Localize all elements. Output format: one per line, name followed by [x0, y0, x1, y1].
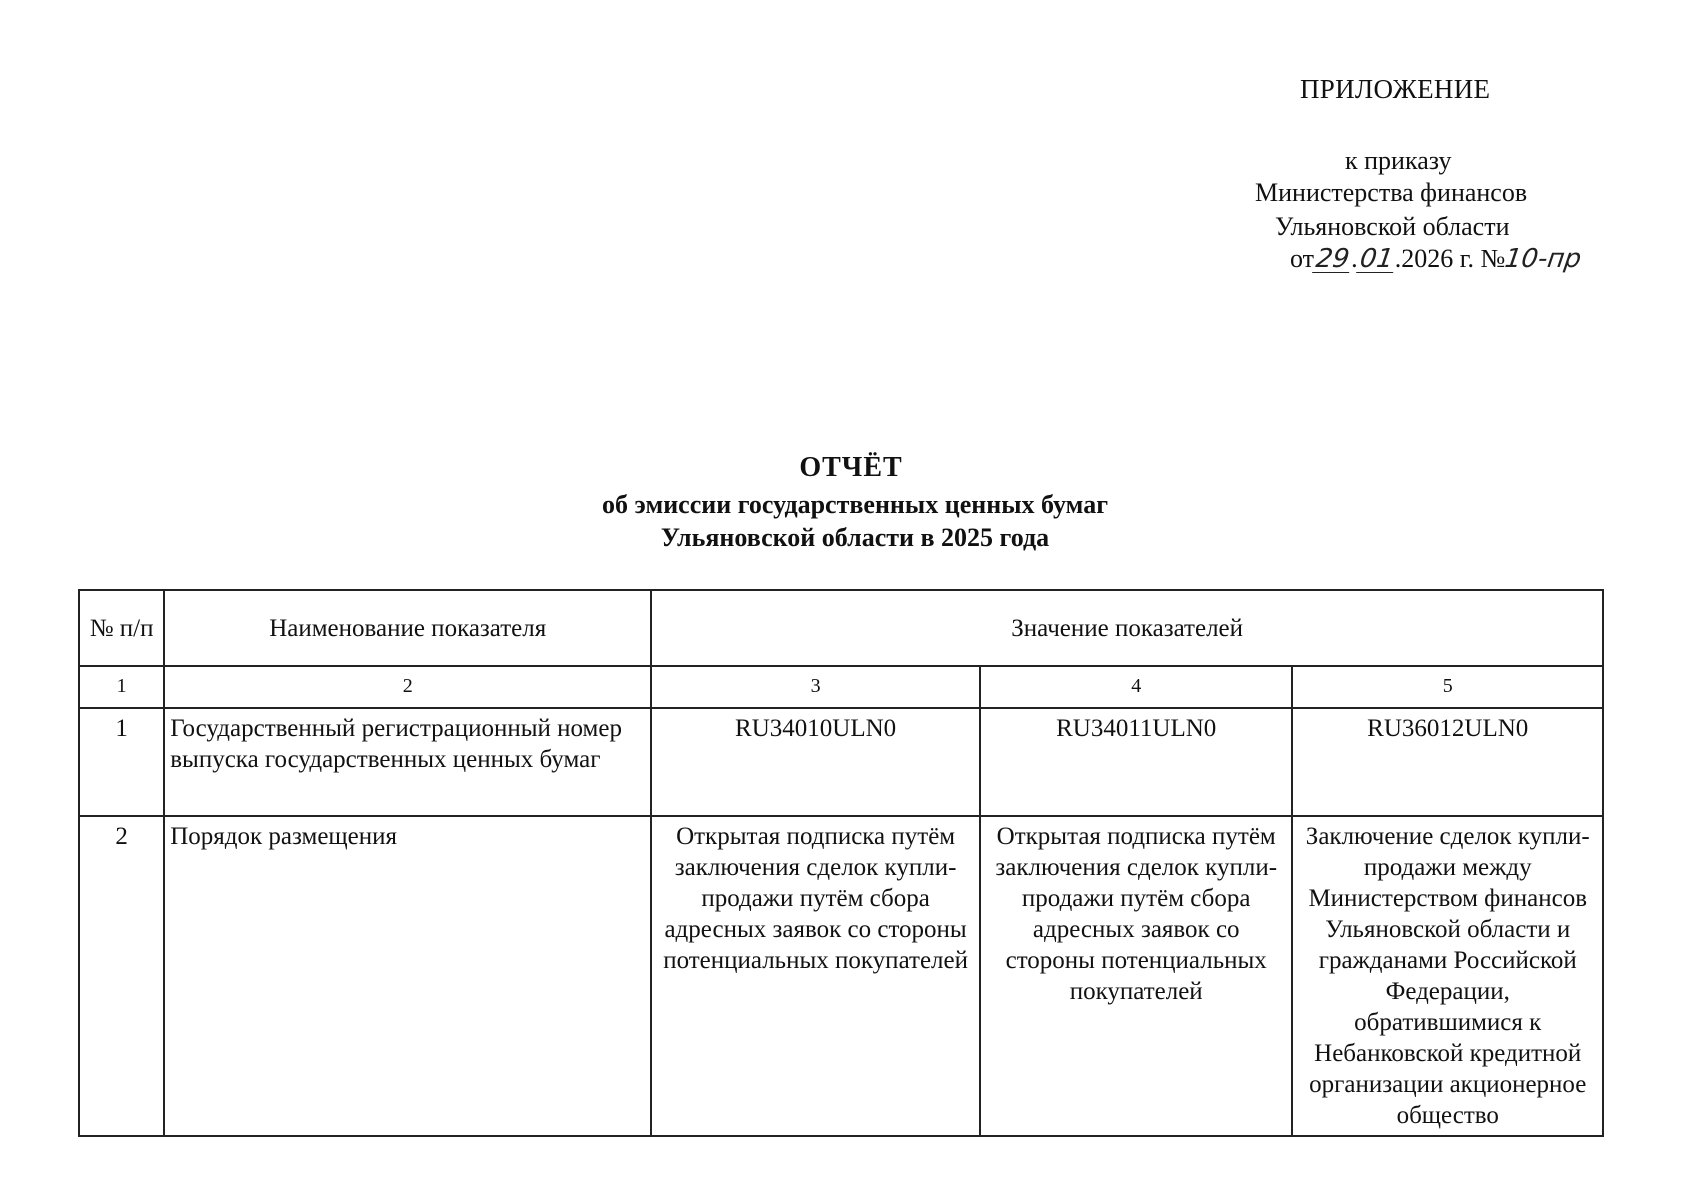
- indicator-value: RU34011ULN0: [980, 708, 1293, 816]
- region-name: Ульяновской области: [1275, 212, 1510, 241]
- indicator-value: Заключение сделок купли-продажи между Министерством финансов Ульяновской области и гражданами Российской Федерации, обратившимися к Небанковской кредитной организации акционерное общество: [1292, 816, 1603, 1136]
- handwritten-day: 29: [1313, 244, 1352, 274]
- column-index: 3: [651, 666, 980, 708]
- handwritten-month: 01: [1357, 244, 1395, 274]
- indicator-value: RU34010ULN0: [651, 708, 980, 816]
- row-number: 1: [79, 708, 164, 816]
- column-index: 5: [1292, 666, 1603, 708]
- order-date-line: [1290, 244, 1584, 274]
- date-separator: .: [1351, 244, 1358, 273]
- column-index: 2: [164, 666, 651, 708]
- table-row: [79, 816, 1603, 1136]
- appendix-heading: ПРИЛОЖЕНИЕ: [1300, 74, 1491, 104]
- header-num: № п/п: [79, 590, 164, 666]
- order-reference: к приказу: [1345, 146, 1452, 175]
- report-subtitle-line2: Ульяновской области в 2025 года: [660, 523, 1050, 552]
- header-indicator-values: Значение показателей: [651, 590, 1603, 666]
- table-row: [79, 708, 1603, 816]
- column-index-row: [79, 666, 1603, 708]
- handwritten-order-number: 10-пр: [1503, 244, 1584, 274]
- emission-report-table: [78, 589, 1604, 1137]
- date-year: .2026 г. №: [1394, 244, 1506, 273]
- row-number: 2: [79, 816, 164, 1136]
- header-indicator-name: Наименование показателя: [164, 590, 651, 666]
- indicator-name: Порядок размещения: [164, 816, 651, 1136]
- table-header-row: [79, 590, 1603, 666]
- report-title: ОТЧЁТ: [799, 452, 903, 483]
- column-index: 4: [980, 666, 1293, 708]
- indicator-value: Открытая подписка путём заключения сделок купли-продажи путём сбора адресных заявок со стороны потенциальных покупателей: [651, 816, 980, 1136]
- report-subtitle-line1: об эмиссии государственных ценных бумаг: [601, 490, 1108, 519]
- indicator-name: Государственный регистрационный номер выпуска государственных ценных бумаг: [164, 708, 651, 816]
- indicator-value: RU36012ULN0: [1292, 708, 1603, 816]
- date-prefix: от: [1290, 244, 1315, 273]
- column-index: 1: [79, 666, 164, 708]
- ministry-name: Министерства финансов: [1255, 178, 1528, 207]
- indicator-value: Открытая подписка путём заключения сделок купли-продажи путём сбора адресных заявок со стороны потенциальных покупателей: [980, 816, 1293, 1136]
